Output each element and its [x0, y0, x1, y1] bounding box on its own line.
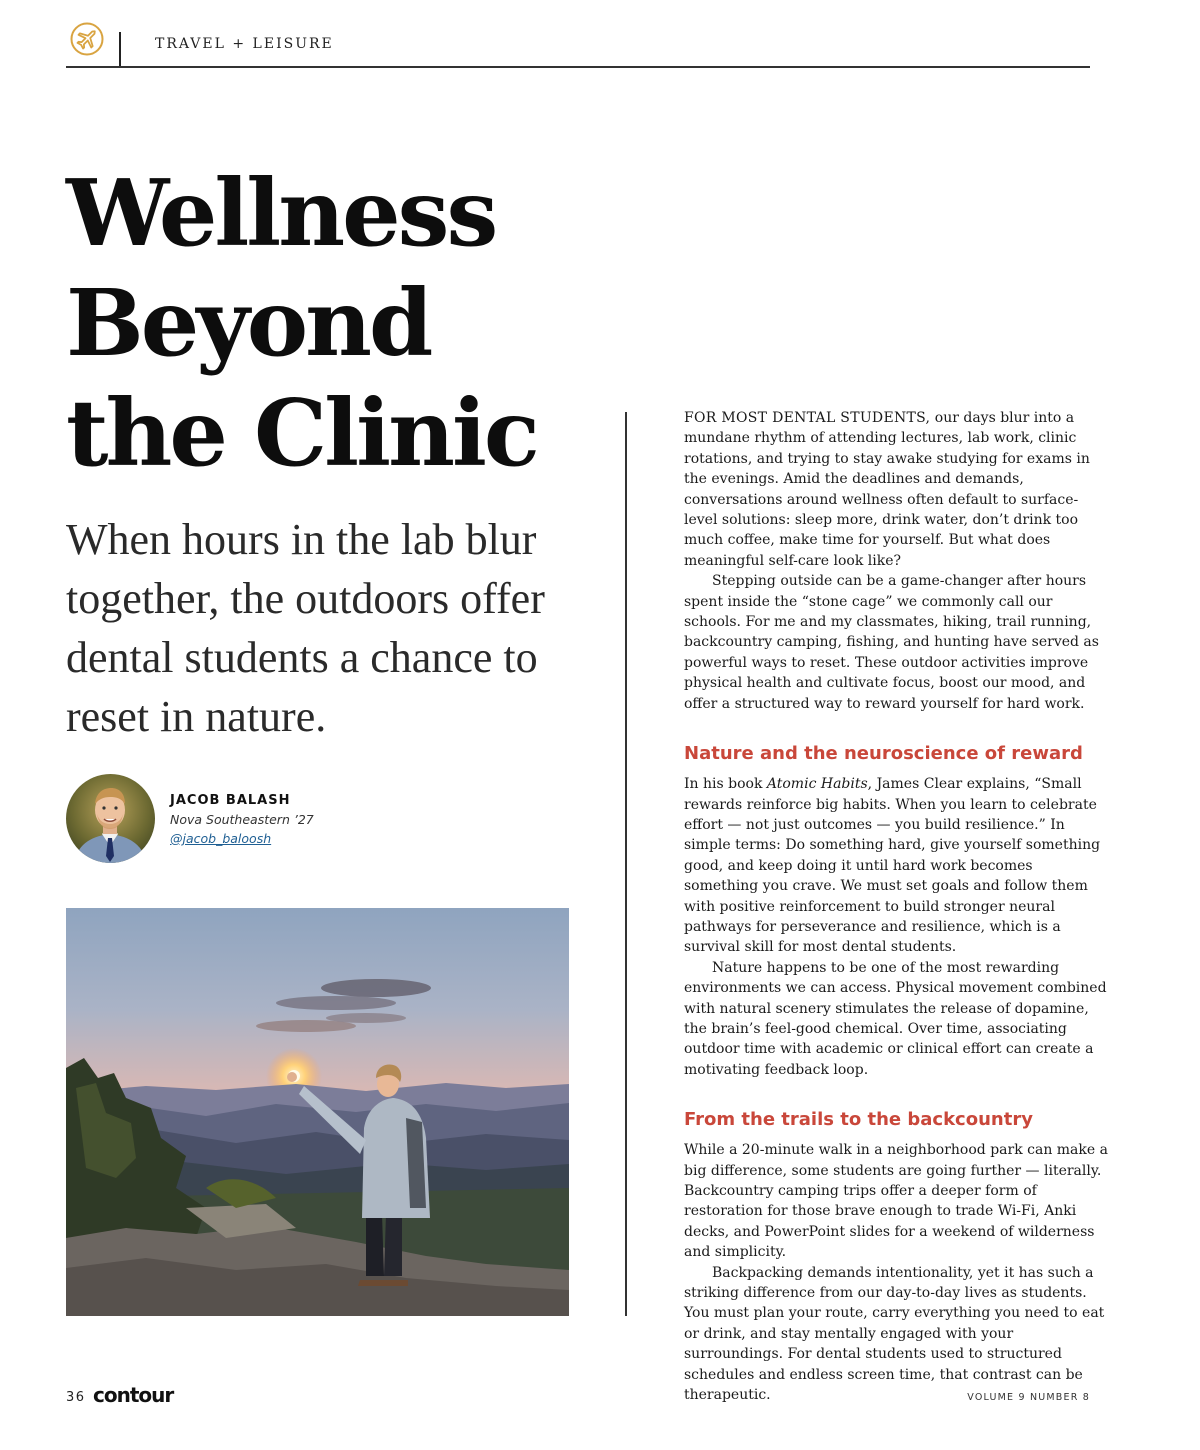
header-rule — [66, 66, 1090, 68]
body-paragraph: Nature happens to be one of the most rewarding environments we can access. Physical movement combined with natural scenery stimulates the release of dopamine, the brain’s feel-good chemical. Over time, associating outdoor time with academic or clinical effort can create a motivating feedback loop. — [684, 959, 1107, 1078]
headline-line: Beyond — [66, 269, 431, 377]
page-number: 36 — [66, 1390, 86, 1405]
author-name: JACOB BALASH — [170, 793, 291, 808]
article-body — [684, 408, 1109, 1405]
section-heading: Nature and the neuroscience of reward — [684, 743, 1083, 765]
airplane-icon — [70, 22, 104, 56]
lead-in: FOR MOST DENTAL STUDENTS, — [684, 410, 931, 426]
paragraph-text: our days blur into a mundane rhythm of attending lectures, lab work, clinic rotations, and trying to stay awake studying for exams in the evenings. Amid the deadlines and demands, conversations around wellness often default to surface-level solutions: sleep more, drink water, don’t drink too much coffee, make time for yourself. But what does meaningful self-care look like? — [684, 410, 1090, 569]
magazine-logo: contour — [93, 1383, 174, 1407]
paragraph-text: , James Clear explains, “Small rewards reinforce big habits. When you learn to celebrate effort — not just outcomes — you build resilience.” In simple terms: Do something hard, give yourself something good, and keep doing it until hard work becomes something you crave. We must set goals and follow them with positive reinforcement to build stronger neural pathways for perseverance and resilience, which is a survival skill for most dental students. — [684, 776, 1101, 956]
author-social-handle[interactable]: @jacob_baloosh — [170, 831, 272, 846]
article-photo — [66, 908, 569, 1316]
author-avatar — [66, 774, 155, 863]
headline-line: Wellness — [66, 159, 496, 267]
column-rule — [625, 412, 627, 1316]
body-paragraph — [684, 774, 1109, 958]
issue-info: VOLUME 9 NUMBER 8 — [967, 1392, 1090, 1403]
article-deck: When hours in the lab blur together, the outdoors offer dental students a chance to reset in nature. — [66, 515, 545, 741]
book-title: Atomic Habits — [766, 776, 868, 793]
author-school: Nova Southeastern ’27 — [170, 812, 314, 827]
paragraph-text: In his book — [684, 776, 767, 793]
body-paragraph: Backpacking demands intentionality, yet it has such a striking difference from our day-to-day lives as students. You must plan your route, carry everything you need to eat or drink, and stay mentally engaged with your surroundings. For dental students used to structured schedules and endless screen time, that contrast can be therapeutic. — [684, 1264, 1105, 1404]
body-paragraph: While a 20-minute walk in a neighborhood park can make a big difference, some students are going further — literally. Backcountry camping trips offer a deeper form of restoration for those brave enough to trade Wi-Fi, Anki decks, and PowerPoint slides for a weekend of wilderness and simplicity. — [684, 1142, 1108, 1261]
body-paragraph: Stepping outside can be a game-changer after hours spent inside the “stone cage” we commonly call our schools. For me and my classmates, hiking, trail running, backcountry camping, fishing, and hunting have served as powerful ways to reset. These outdoor activities improve physical health and cultivate focus, boost our mood, and offer a structured way to reward yourself for hard work. — [684, 573, 1099, 712]
body-paragraph — [684, 408, 1109, 571]
article-headline — [66, 158, 626, 488]
section-label: TRAVEL + LEISURE — [155, 36, 334, 52]
header-divider — [119, 32, 121, 68]
section-heading: From the trails to the backcountry — [684, 1109, 1033, 1131]
headline-line: the Clinic — [66, 379, 537, 487]
